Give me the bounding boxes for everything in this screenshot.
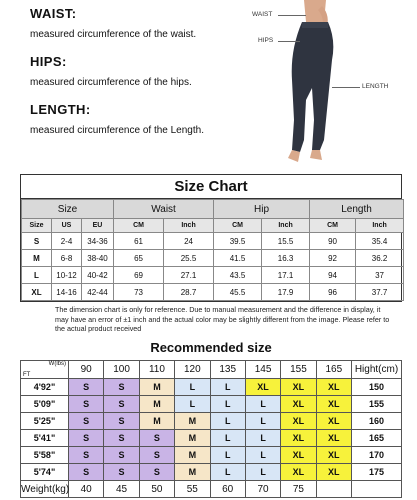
weight-lbs-header: 135	[210, 361, 245, 379]
recommended-header-row	[21, 361, 402, 379]
weight-lbs-header: 155	[281, 361, 316, 379]
weight-kg-cell: 40	[69, 481, 104, 498]
weight-kg-cell: 55	[175, 481, 210, 498]
recommended-size-cell: M	[175, 447, 210, 464]
recommended-size-cell: L	[245, 396, 280, 413]
size-chart-cell: 15.5	[262, 233, 310, 250]
recommended-size-cell: M	[139, 413, 174, 430]
recommended-size-cell: M	[175, 413, 210, 430]
recommended-size-cell: M	[139, 396, 174, 413]
recommended-row	[21, 413, 402, 430]
recommended-size-cell: L	[210, 464, 245, 481]
recommended-size-cell: S	[104, 430, 139, 447]
recommended-row	[21, 464, 402, 481]
waist-definition	[30, 6, 250, 42]
height-cm-cell: 165	[352, 430, 402, 447]
size-chart-subheader: CM	[114, 219, 164, 233]
size-chart	[20, 174, 402, 302]
size-chart-cell: 24	[164, 233, 214, 250]
recommended-size-cell: L	[175, 379, 210, 396]
size-chart-row	[22, 284, 404, 301]
size-chart-subheader: Inch	[356, 219, 404, 233]
recommended-size-cell: L	[210, 430, 245, 447]
size-chart-cell: 37	[356, 267, 404, 284]
weight-lbs-header: 90	[69, 361, 104, 379]
recommended-size-cell: S	[104, 464, 139, 481]
measurement-disclaimer: The dimension chart is only for reference. Due to manual measurement and the difference in display, it may have an error of ±1 inch and the actual color may be slightly different from the image. Please refer to the actual product received	[55, 305, 390, 333]
length-description: measured circumference of the Length.	[30, 125, 204, 136]
size-chart-row	[22, 267, 404, 284]
recommended-size-cell: XL	[281, 464, 316, 481]
weight-lbs-header: 100	[104, 361, 139, 379]
height-cm-header: Hight(cm)	[352, 361, 402, 379]
recommended-size-cell: XL	[316, 430, 351, 447]
recommended-size-cell: L	[175, 396, 210, 413]
recommended-size-cell: S	[139, 430, 174, 447]
height-ft-cell: 5'74"	[21, 464, 69, 481]
recommended-size-cell: L	[210, 379, 245, 396]
corner-height-label: FT	[23, 372, 31, 378]
weight-kg-empty-cell	[316, 481, 351, 498]
height-cm-cell: 155	[352, 396, 402, 413]
size-chart-cell: 25.5	[164, 250, 214, 267]
measurement-definitions	[30, 6, 250, 150]
size-chart-cell: 69	[114, 267, 164, 284]
recommended-size-cell: M	[139, 379, 174, 396]
weight-kg-empty-cell	[352, 481, 402, 498]
size-chart-cell: 92	[310, 250, 356, 267]
recommended-size-cell: S	[69, 464, 104, 481]
length-pointer-line	[332, 87, 360, 88]
recommended-size-cell: XL	[316, 413, 351, 430]
recommended-size-cell: XL	[281, 430, 316, 447]
size-chart-cell: 17.1	[262, 267, 310, 284]
size-chart-row	[22, 233, 404, 250]
height-ft-cell: 5'58"	[21, 447, 69, 464]
height-cm-cell: 160	[352, 413, 402, 430]
size-chart-cell: 37.7	[356, 284, 404, 301]
hips-pointer-line	[278, 41, 300, 42]
size-label-cell: L	[22, 267, 52, 284]
size-chart-cell: 39.5	[214, 233, 262, 250]
waist-pointer-line	[278, 15, 306, 16]
size-chart-cell: 73	[114, 284, 164, 301]
size-chart-cell: 43.5	[214, 267, 262, 284]
recommended-size-cell: S	[104, 413, 139, 430]
size-label-cell: XL	[22, 284, 52, 301]
size-chart-subheader: EU	[82, 219, 114, 233]
size-chart-subheader: Inch	[262, 219, 310, 233]
recommended-size-cell: S	[104, 379, 139, 396]
waist-description: measured circumference of the waist.	[30, 29, 197, 40]
recommended-size-cell: M	[175, 430, 210, 447]
weight-kg-cell: 45	[104, 481, 139, 498]
recommended-size-cell: S	[104, 396, 139, 413]
recommended-size-cell: L	[210, 396, 245, 413]
size-chart-cell: 90	[310, 233, 356, 250]
size-chart-cell: 94	[310, 267, 356, 284]
figure-hips-label: HIPS	[258, 37, 274, 44]
recommended-size-cell: XL	[281, 447, 316, 464]
size-chart-subheader: CM	[310, 219, 356, 233]
recommended-row	[21, 430, 402, 447]
size-chart-table	[21, 199, 404, 301]
recommended-size-cell: XL	[316, 396, 351, 413]
size-chart-cell: 61	[114, 233, 164, 250]
model-figure	[232, 0, 412, 168]
corner-weight-label: W(lbs)	[48, 361, 66, 367]
recommended-row	[21, 379, 402, 396]
weight-lbs-header: 110	[139, 361, 174, 379]
hip-group-header: Hip	[214, 200, 310, 219]
weight-kg-cell: 50	[139, 481, 174, 498]
recommended-size-title: Recommended size	[20, 338, 402, 358]
recommended-size-cell: L	[245, 447, 280, 464]
recommended-size-cell: L	[245, 430, 280, 447]
size-chart-subheader: Size	[22, 219, 52, 233]
recommended-size-cell: L	[245, 413, 280, 430]
size-label-cell: M	[22, 250, 52, 267]
size-chart-title: Size Chart	[21, 175, 401, 199]
weight-kg-label: Weight(kg)	[21, 481, 69, 498]
recommended-size-cell: L	[210, 447, 245, 464]
size-chart-subheader: CM	[214, 219, 262, 233]
length-group-header: Length	[310, 200, 404, 219]
recommended-size-cell: M	[175, 464, 210, 481]
weight-lbs-header: 165	[316, 361, 351, 379]
waist-group-header: Waist	[114, 200, 214, 219]
size-chart-cell: 35.4	[356, 233, 404, 250]
size-chart-cell: 16.3	[262, 250, 310, 267]
hips-definition	[30, 54, 250, 90]
size-chart-cell: 14-16	[52, 284, 82, 301]
weight-kg-cell: 70	[245, 481, 280, 498]
hips-description: measured circumference of the hips.	[30, 77, 192, 88]
height-ft-cell: 5'41"	[21, 430, 69, 447]
hips-title: HIPS:	[30, 54, 67, 69]
recommended-size-cell: XL	[281, 396, 316, 413]
height-ft-cell: 5'25"	[21, 413, 69, 430]
recommended-row	[21, 396, 402, 413]
height-cm-cell: 150	[352, 379, 402, 396]
recommended-size-cell: S	[69, 430, 104, 447]
recommended-size-cell: XL	[316, 447, 351, 464]
weight-lbs-header: 120	[175, 361, 210, 379]
recommended-size-table	[20, 360, 402, 498]
size-chart-cell: 45.5	[214, 284, 262, 301]
height-ft-cell: 5'09"	[21, 396, 69, 413]
length-title: LENGTH:	[30, 102, 91, 117]
recommended-size-cell: XL	[245, 379, 280, 396]
weight-kg-cell: 60	[210, 481, 245, 498]
height-cm-cell: 175	[352, 464, 402, 481]
recommended-size-cell: S	[69, 396, 104, 413]
size-chart-subheader: Inch	[164, 219, 214, 233]
size-chart-cell: 40-42	[82, 267, 114, 284]
recommended-size-cell: S	[69, 447, 104, 464]
size-group-header: Size	[22, 200, 114, 219]
weight-lbs-header: 145	[245, 361, 280, 379]
recommended-row	[21, 447, 402, 464]
size-chart-cell: 6-8	[52, 250, 82, 267]
size-chart-cell: 10-12	[52, 267, 82, 284]
length-definition	[30, 102, 250, 138]
size-chart-cell: 41.5	[214, 250, 262, 267]
size-chart-cell: 27.1	[164, 267, 214, 284]
recommended-size-cell: L	[245, 464, 280, 481]
recommended-size-cell: S	[139, 464, 174, 481]
recommended-size-cell: S	[139, 447, 174, 464]
recommended-size-cell: XL	[316, 379, 351, 396]
recommended-size-cell: S	[69, 413, 104, 430]
size-chart-subheader: US	[52, 219, 82, 233]
size-chart-cell: 28.7	[164, 284, 214, 301]
size-label-cell: S	[22, 233, 52, 250]
size-chart-cell: 38-40	[82, 250, 114, 267]
size-chart-cell: 17.9	[262, 284, 310, 301]
recommended-size-section	[0, 338, 417, 500]
recommended-size-cell: S	[69, 379, 104, 396]
size-chart-cell: 2-4	[52, 233, 82, 250]
size-chart-cell: 65	[114, 250, 164, 267]
size-chart-cell: 96	[310, 284, 356, 301]
height-cm-cell: 170	[352, 447, 402, 464]
size-chart-cell: 36.2	[356, 250, 404, 267]
recommended-size-cell: XL	[281, 413, 316, 430]
figure-waist-label: WAIST	[252, 11, 273, 18]
recommended-size-cell: XL	[281, 379, 316, 396]
size-chart-row	[22, 250, 404, 267]
figure-length-label: LENGTH	[362, 83, 389, 90]
size-chart-cell: 34-36	[82, 233, 114, 250]
recommended-size-cell: S	[104, 447, 139, 464]
waist-title: WAIST:	[30, 6, 77, 21]
weight-kg-row	[21, 481, 402, 498]
weight-height-corner-cell	[21, 361, 69, 379]
size-chart-cell: 42-44	[82, 284, 114, 301]
recommended-size-cell: XL	[316, 464, 351, 481]
height-ft-cell: 4'92"	[21, 379, 69, 396]
weight-kg-cell: 75	[281, 481, 316, 498]
recommended-size-cell: L	[210, 413, 245, 430]
